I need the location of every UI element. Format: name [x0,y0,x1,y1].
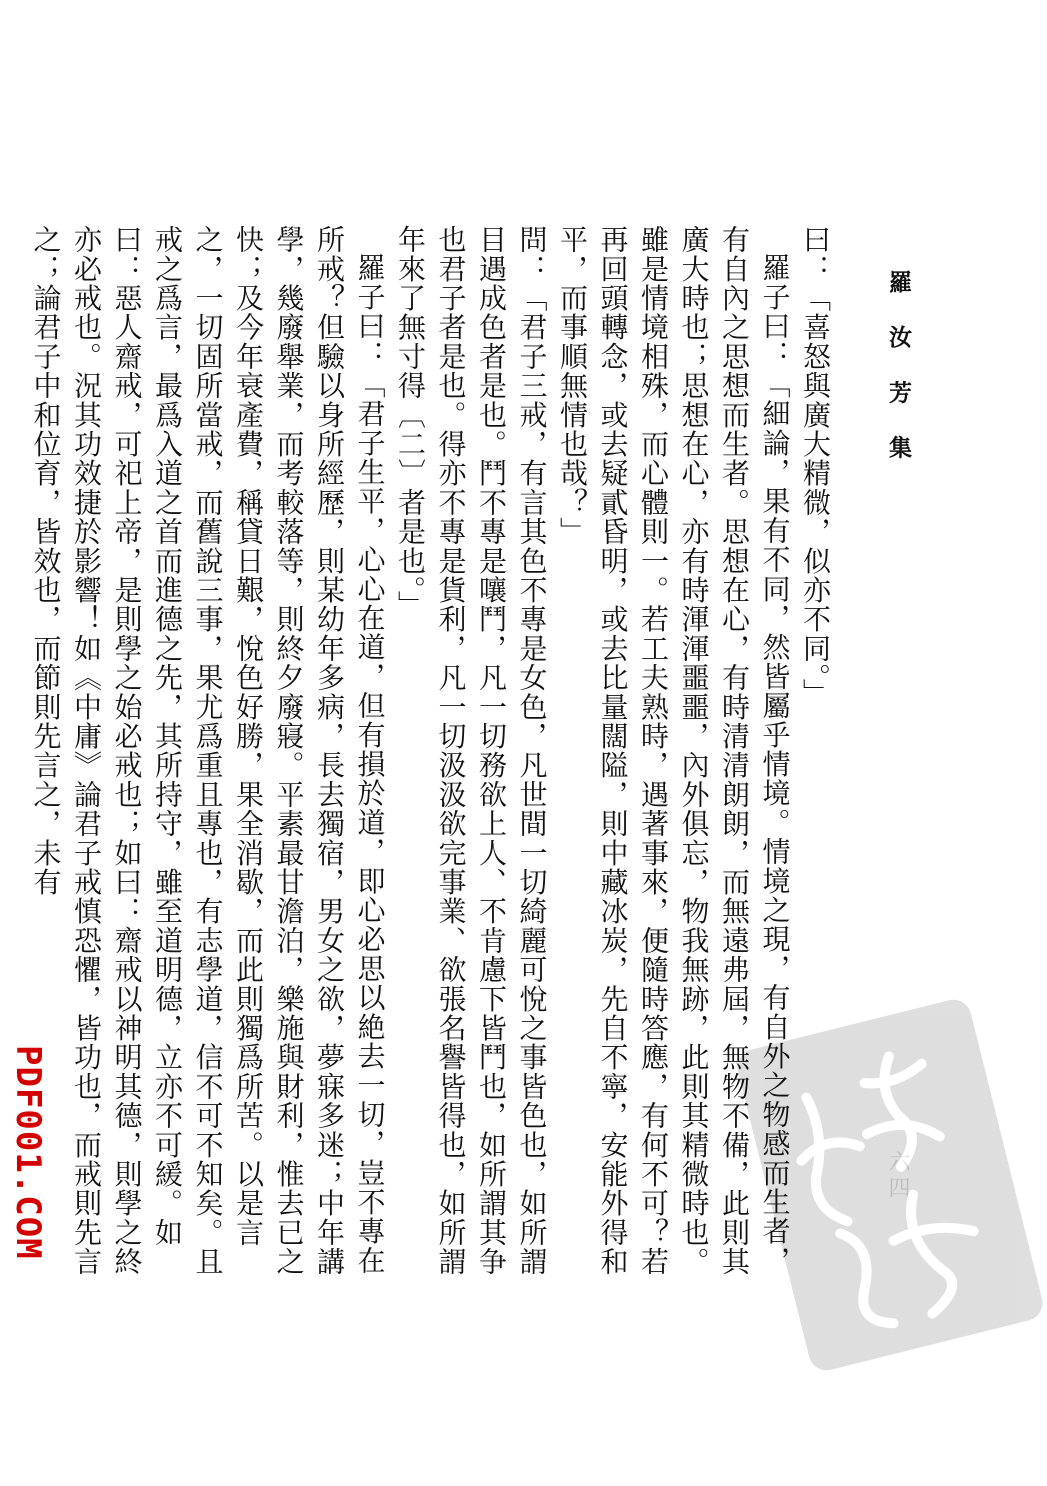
paragraph: 問：「君子三戒，有言其色不專是女色，凡世間一切綺麗可悅之事皆色也，如所謂目遇成色者是也。鬥不專是嚷鬥，凡一切務欲上人、不肯慮下皆鬥也，如所謂其争也君子者是也。得亦不專是貨利，凡一切汲汲欲完事業、欲張名譽皆得也，如所謂年來了無寸得〔二〕者是也。」 [394,225,549,1277]
paragraph: 曰：「喜怒與廣大精微，似亦不同。」 [799,225,832,708]
book-title: 羅 汝 芳 集 [885,270,912,471]
paragraph: 羅子曰：「君子生平，心心在道，但有損於道，即心必思以絶去一切，豈不專在所戒？但驗以身所經歷，則某幼年多病，長去獨宿，男女之欲，夢寐多迷；中年講學，幾廢舉業，而考較落等，則終夕廢寢。平素最甘澹泊，樂施與財利，惟去已之快；及今年衰產費，稱貸日艱，悅色好勝，果全消歇，而此則獨爲所苦。以是言之，一切固所當戒，而舊說三事，果尤爲重且專也，有志學道，信不可不知矣。且戒之爲言，最爲入道之首而進德之先，其所持守，雖至道明德，立亦不可緩。如曰：惡人齋戒，可祀上帝，是則學之始必戒也；如曰：齋戒以神明其德，則學之終亦必戒也。況其功效捷於影響！如《中庸》論君子戒慎恐懼，皆功也，而戒則先言之；論君子中和位育，皆效也，而節則先言之，未有 [29,225,387,1277]
body-text [29,225,835,1295]
site-watermark: PDF001.COM [8,1045,48,1260]
paragraph: 羅子曰：「細論，果有不同，然皆屬乎情境。情境之現，有自外之物感而生者，有自內之思想而生者。思想在心，有時清清朗朗，而無遠弗屆，無物不備，此則其廣大時也；思想在心，亦有時渾渾噩噩，內外俱忘，物我無跡，此則其精微時也。雖是情境相殊，而心體則一。若工夫熟時，遇著事來，便隨時答應，有何不可？若再回頭轉念，或去疑貳昏明，或去比量闊隘，則中藏冰炭，先自不寧，安能外得和平，而事順無情也哉？」 [556,225,792,1277]
